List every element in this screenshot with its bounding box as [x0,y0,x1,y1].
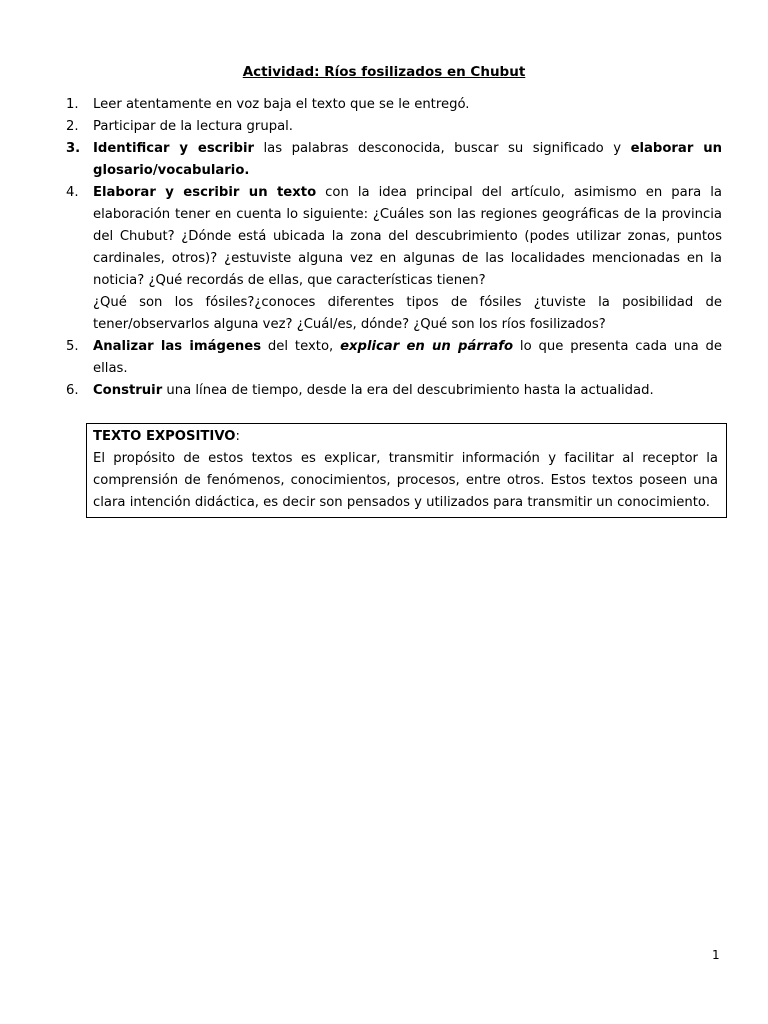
activity-list [66,94,722,402]
item-bold-italic-text: explicar en un párrafo [340,339,514,354]
item-text-continued: ¿Qué son los fósiles?¿conoces diferentes tipos de fósiles ¿tuviste la posibilidad de tener/observarlos alguna vez? ¿Cuál/es, dónde? ¿Qué son los ríos fosilizados? [93,295,722,332]
item-text: Participar de la lectura grupal. [93,119,294,134]
item-bold-text: Construir [93,383,163,398]
item-number: 2. [66,119,79,134]
box-body: El propósito de estos textos es explicar, transmitir información y facilitar al receptor la comprensión de fenómenos, conocimientos, procesos, entre otros. Estos textos poseen una clara intención didáctica, es decir son pensados y utilizados para transmitir un conocimiento. [93,451,718,510]
box-heading-suffix: : [235,429,240,444]
expository-text-box [86,423,727,518]
item-text: lo que presenta cada una de ellas. [93,339,722,376]
item-number: 5. [66,339,79,354]
item-bold-text: elaborar un glosario/vocabulario. [93,141,723,178]
item-text: con la idea principal del artículo, asimismo en para la elaboración tener en cuenta lo siguiente: ¿Cuáles son las regiones geográficas de la provincia del Chubut? ¿Dónde está ubicada la zona del descubrimiento (podes utilizar zonas, puntos cardinales, otros)? ¿estuviste alguna vez en algunas de las localidades mencionadas en la noticia? ¿Qué recordás de ellas, que características tienen? [93,185,722,288]
item-number: 6. [66,383,79,398]
item-number: 4. [66,185,79,200]
list-item [66,182,722,336]
box-heading: TEXTO EXPOSITIVO [93,429,236,444]
list-item [66,116,722,138]
item-text: del texto, [261,339,341,354]
list-item [66,380,722,402]
list-item [66,138,722,182]
page-number: 1 [712,948,720,962]
item-text: las palabras desconocida, buscar su significado y [253,141,631,156]
item-bold-text: Analizar las imágenes [93,339,262,354]
list-item [66,336,722,380]
item-bold-text: Elaborar y escribir un texto [93,185,317,200]
item-number: 1. [66,97,79,112]
list-item [66,94,722,116]
item-number: 3. [66,141,81,156]
item-text: Leer atentamente en voz baja el texto que se le entregó. [93,97,470,112]
document-title: Actividad: Ríos fosilizados en Chubut [242,64,526,80]
item-bold-text: Identificar y escribir [93,141,254,156]
item-text: una línea de tiempo, desde la era del descubrimiento hasta la actualidad. [162,383,654,398]
